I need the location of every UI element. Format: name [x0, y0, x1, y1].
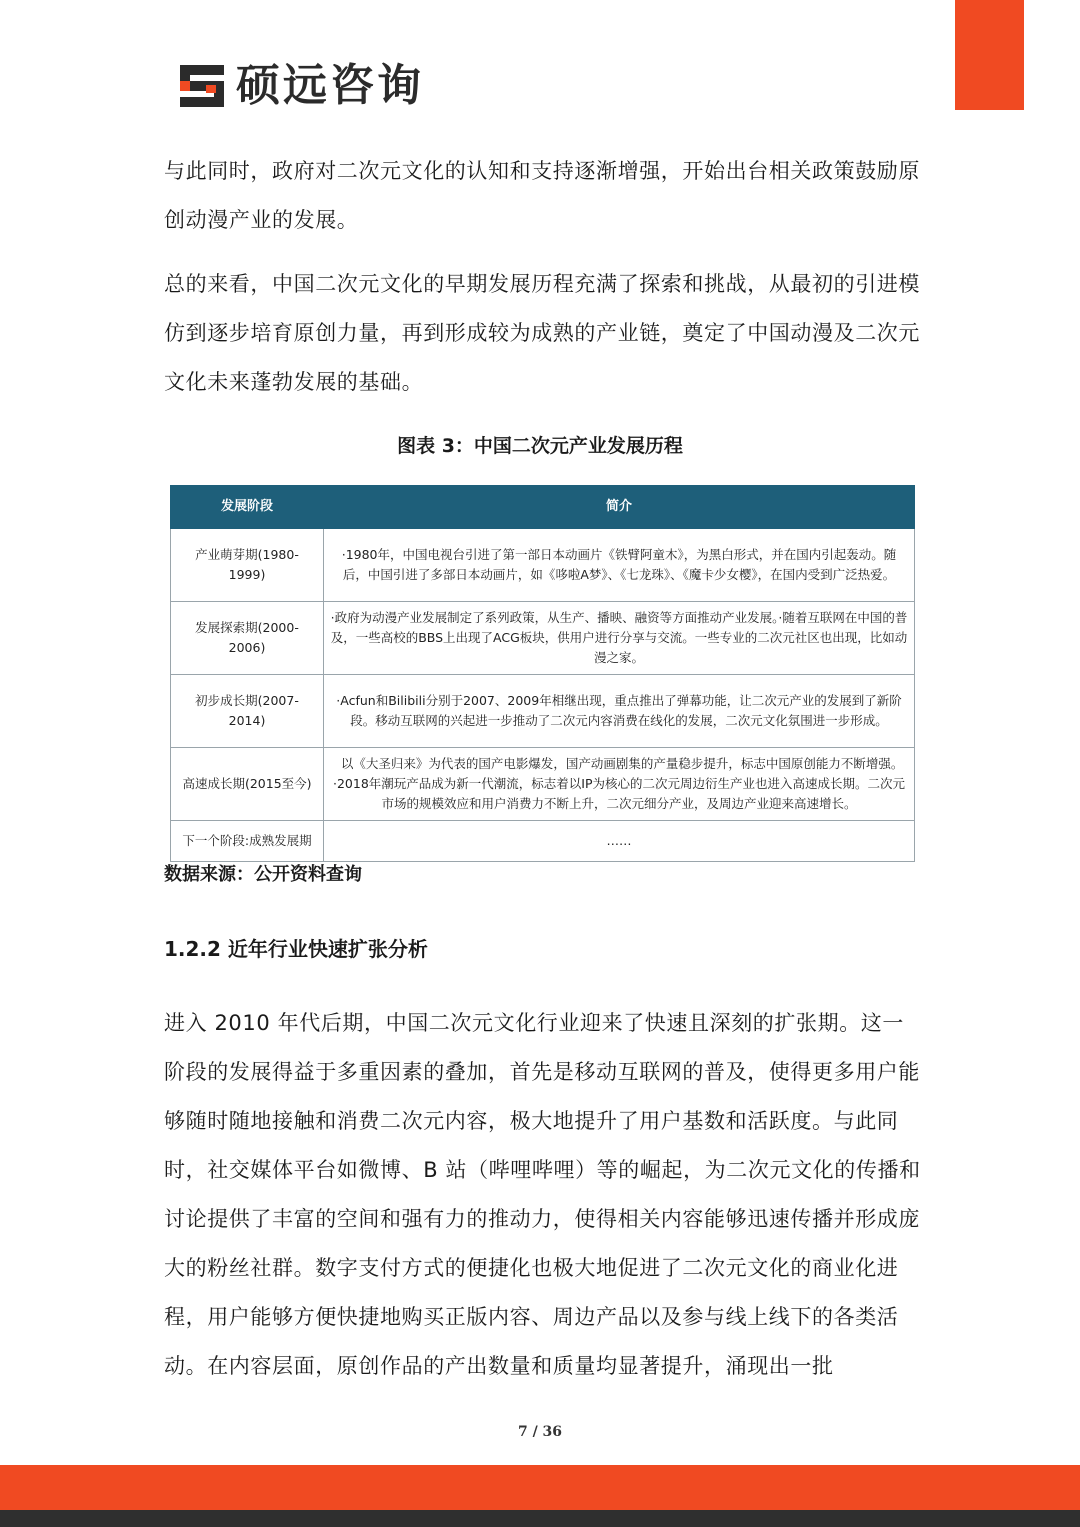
table-row — [171, 529, 915, 602]
footer-bar — [0, 1465, 1080, 1510]
s-square-logo-icon — [176, 61, 228, 111]
paragraph-policy: 与此同时，政府对二次元文化的认知和支持逐渐增强，开始出台相关政策鼓励原创动漫产业的发展。 — [164, 159, 920, 232]
table-row — [171, 602, 915, 675]
column-header-description: 简介 — [324, 486, 915, 529]
description-cell: ·政府为动漫产业发展制定了系列政策，从生产、播映、融资等方面推动产业发展。·随着互联网在中国的普及，一些高校的BBS上出现了ACG板块，供用户进行分享与交流。一些专业的二次元社区也出现，比如动漫之家。 — [324, 602, 915, 675]
table-row — [171, 821, 915, 862]
section-heading: 1.2.2 近年行业快速扩张分析 — [164, 937, 428, 961]
description-cell: ·Acfun和Bilibili分别于2007、2009年相继出现，重点推出了弹幕功能，让二次元产业的发展到了新阶段。移动互联网的兴起进一步推动了二次元内容消费在线化的发展，二次元文化氛围进一步形成。 — [324, 675, 915, 748]
logo-text: 硕远咨询 — [236, 60, 424, 111]
paragraph-expansion: 进入 2010 年代后期，中国二次元文化行业迎来了快速且深刻的扩张期。这一阶段的发展得益于多重因素的叠加，首先是移动互联网的普及，使得更多用户能够随时随地接触和消费二次元内容，极大地提升了用户基数和活跃度。与此同时，社交媒体平台如微博、B 站（哔哩哔哩）等的崛起，为二次元文化的传播和讨论提供了丰富的空间和强有力的推动力，使得相关内容能够迅速传播并形成庞大的粉丝社群。数字支付方式的便捷化也极大地促进了二次元文化的商业化进程，用户能够方便快捷地购买正版内容、周边产品以及参与线上线下的各类活动。在内容层面，原创作品的产出数量和质量均显著提升，涌现出一批 — [164, 1011, 921, 1378]
data-source-note: 数据来源：公开资料查询 — [164, 864, 362, 885]
stage-cell: 初步成长期(2007-2014) — [171, 675, 324, 748]
figure-title: 图表 3：中国二次元产业发展历程 — [397, 435, 683, 457]
table-header-row — [171, 486, 915, 529]
paragraph-summary: 总的来看，中国二次元文化的早期发展历程充满了探索和挑战，从最初的引进模仿到逐步培育原创力量，再到形成较为成熟的产业链，奠定了中国动漫及二次元文化未来蓬勃发展的基础。 — [164, 272, 920, 394]
development-stage-table — [170, 485, 915, 862]
stage-cell: 高速成长期(2015至今) — [171, 748, 324, 821]
company-logo — [176, 60, 424, 112]
footer-dark-bar — [0, 1510, 1080, 1527]
table-row — [171, 675, 915, 748]
description-cell: ·1980年，中国电视台引进了第一部日本动画片《铁臂阿童木》，为黑白形式，并在国内引起轰动。随后，中国引进了多部日本动画片，如《哆啦A梦》、《七龙珠》、《魔卡少女樱》，在国内受到广泛热爱。 — [324, 529, 915, 602]
stage-cell: 发展探索期(2000-2006) — [171, 602, 324, 675]
description-cell: 以《大圣归来》为代表的国产电影爆发，国产动画剧集的产量稳步提升，标志中国原创能力不断增强。·2018年潮玩产品成为新一代潮流，标志着以IP为核心的二次元周边衍生产业也进入高速成长期。二次元市场的规模效应和用户消费力不断上升，二次元细分产业，及周边产业迎来高速增长。 — [324, 748, 915, 821]
corner-accent-block — [955, 0, 1024, 110]
table-row — [171, 748, 915, 821]
page-number: 7 / 36 — [517, 1424, 563, 1440]
stage-cell: 产业萌芽期(1980-1999) — [171, 529, 324, 602]
stage-cell: 下一个阶段:成熟发展期 — [171, 821, 324, 862]
description-cell: …… — [324, 821, 915, 862]
column-header-stage: 发展阶段 — [171, 486, 324, 529]
